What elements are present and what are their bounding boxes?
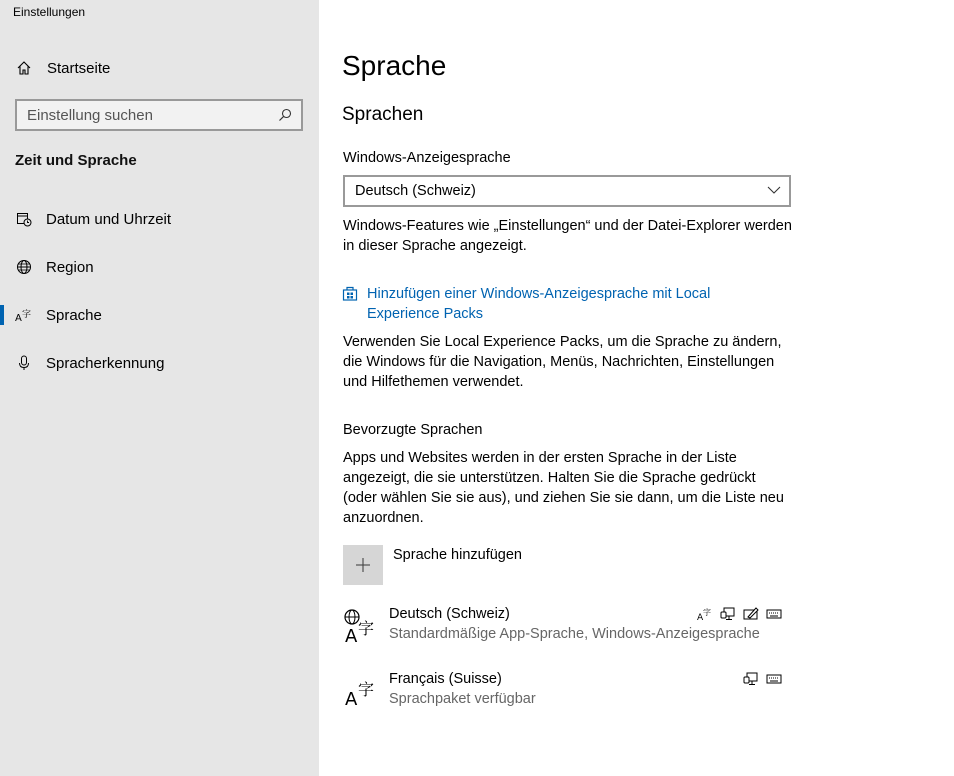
- preferred-languages-label: Bevorzugte Sprachen: [343, 422, 483, 438]
- app-title: Einstellungen: [13, 5, 86, 19]
- globe-icon: [15, 258, 33, 276]
- sidebar-item-datum-und-uhrzeit[interactable]: [0, 199, 319, 239]
- chevron-down-icon: [767, 183, 781, 199]
- handwriting-feature-icon: [743, 606, 759, 622]
- speech-feature-icon: [743, 671, 759, 687]
- preferred-languages-description: Apps und Websites werden in der ersten Sprache in der Liste angezeigt, die sie unterstützen. Halten Sie die Sprache gedrückt (oder wählen Sie sie aus), und ziehen Sie sie dann, um die Liste neu anzuordnen.: [343, 450, 784, 526]
- display-language-feature-icon: [697, 606, 713, 622]
- svg-text:字: 字: [22, 310, 32, 320]
- svg-text:A: A: [697, 613, 704, 621]
- sidebar-item-label: Region: [46, 258, 94, 276]
- language-features: [697, 606, 782, 622]
- svg-text:A: A: [345, 689, 358, 710]
- sidebar-item-spracherkennung[interactable]: [0, 343, 319, 383]
- store-bag-icon: [341, 284, 359, 302]
- display-language-value: Deutsch (Schweiz): [355, 183, 476, 199]
- home-label: Startseite: [47, 59, 111, 77]
- lxp-link-row[interactable]: [341, 284, 791, 324]
- display-language-description: Windows-Features wie „Einstellungen“ und der Datei-Explorer werden in dieser Sprache angezeigt.: [343, 218, 792, 254]
- sidebar: [0, 0, 319, 776]
- display-language-dropdown[interactable]: [343, 175, 791, 207]
- section-heading-sprachen: Sprachen: [342, 104, 424, 125]
- search-input[interactable]: [27, 107, 277, 124]
- language-status: Standardmäßige App-Sprache, Windows-Anzeigesprache: [389, 626, 760, 642]
- add-language-button[interactable]: [343, 545, 522, 585]
- language-icon: [15, 306, 33, 324]
- svg-text:A: A: [15, 313, 22, 323]
- lxp-description: Verwenden Sie Local Experience Packs, um die Sprache zu ändern, die Windows für die Navigation, Menüs, Nachrichten, Einstellungen und Hilfethemen verwendet.: [343, 334, 782, 390]
- sidebar-item-label: Sprache: [46, 306, 102, 324]
- language-icon: [343, 673, 379, 713]
- page-title: Sprache: [342, 50, 447, 81]
- home-icon: [15, 59, 33, 77]
- svg-text:字: 字: [358, 680, 375, 699]
- sidebar-item-label: Spracherkennung: [46, 354, 165, 372]
- lxp-link[interactable]: Hinzufügen einer Windows-Anzeigesprache mit Local Experience Packs: [367, 286, 711, 322]
- add-language-label: Sprache hinzufügen: [393, 547, 522, 563]
- language-name: Deutsch (Schweiz): [389, 606, 510, 622]
- plus-icon[interactable]: [343, 545, 383, 585]
- search-icon[interactable]: [277, 107, 293, 123]
- microphone-icon: [15, 354, 33, 372]
- sidebar-item-label: Datum und Uhrzeit: [46, 210, 172, 228]
- language-item-deutsch-schweiz[interactable]: [343, 606, 783, 656]
- main-content: [319, 0, 954, 776]
- section-title: Zeit und Sprache: [15, 152, 137, 169]
- display-language-label: Windows-Anzeigesprache: [343, 150, 511, 166]
- sidebar-item-region[interactable]: [0, 247, 319, 287]
- svg-text:字: 字: [703, 608, 711, 617]
- language-item-francais-suisse[interactable]: [343, 671, 783, 721]
- language-name: Français (Suisse): [389, 671, 502, 687]
- home-nav-item[interactable]: [15, 56, 110, 80]
- svg-text:字: 字: [358, 619, 375, 638]
- language-features: [743, 671, 782, 687]
- display-language-globe-icon: [343, 608, 379, 648]
- keyboard-feature-icon: [766, 606, 782, 622]
- speech-feature-icon: [720, 606, 736, 622]
- search-box[interactable]: [15, 99, 303, 131]
- keyboard-feature-icon: [766, 671, 782, 687]
- calendar-clock-icon: [15, 210, 33, 228]
- svg-text:A: A: [345, 626, 358, 647]
- language-status: Sprachpaket verfügbar: [389, 691, 536, 707]
- sidebar-item-sprache[interactable]: [0, 295, 319, 335]
